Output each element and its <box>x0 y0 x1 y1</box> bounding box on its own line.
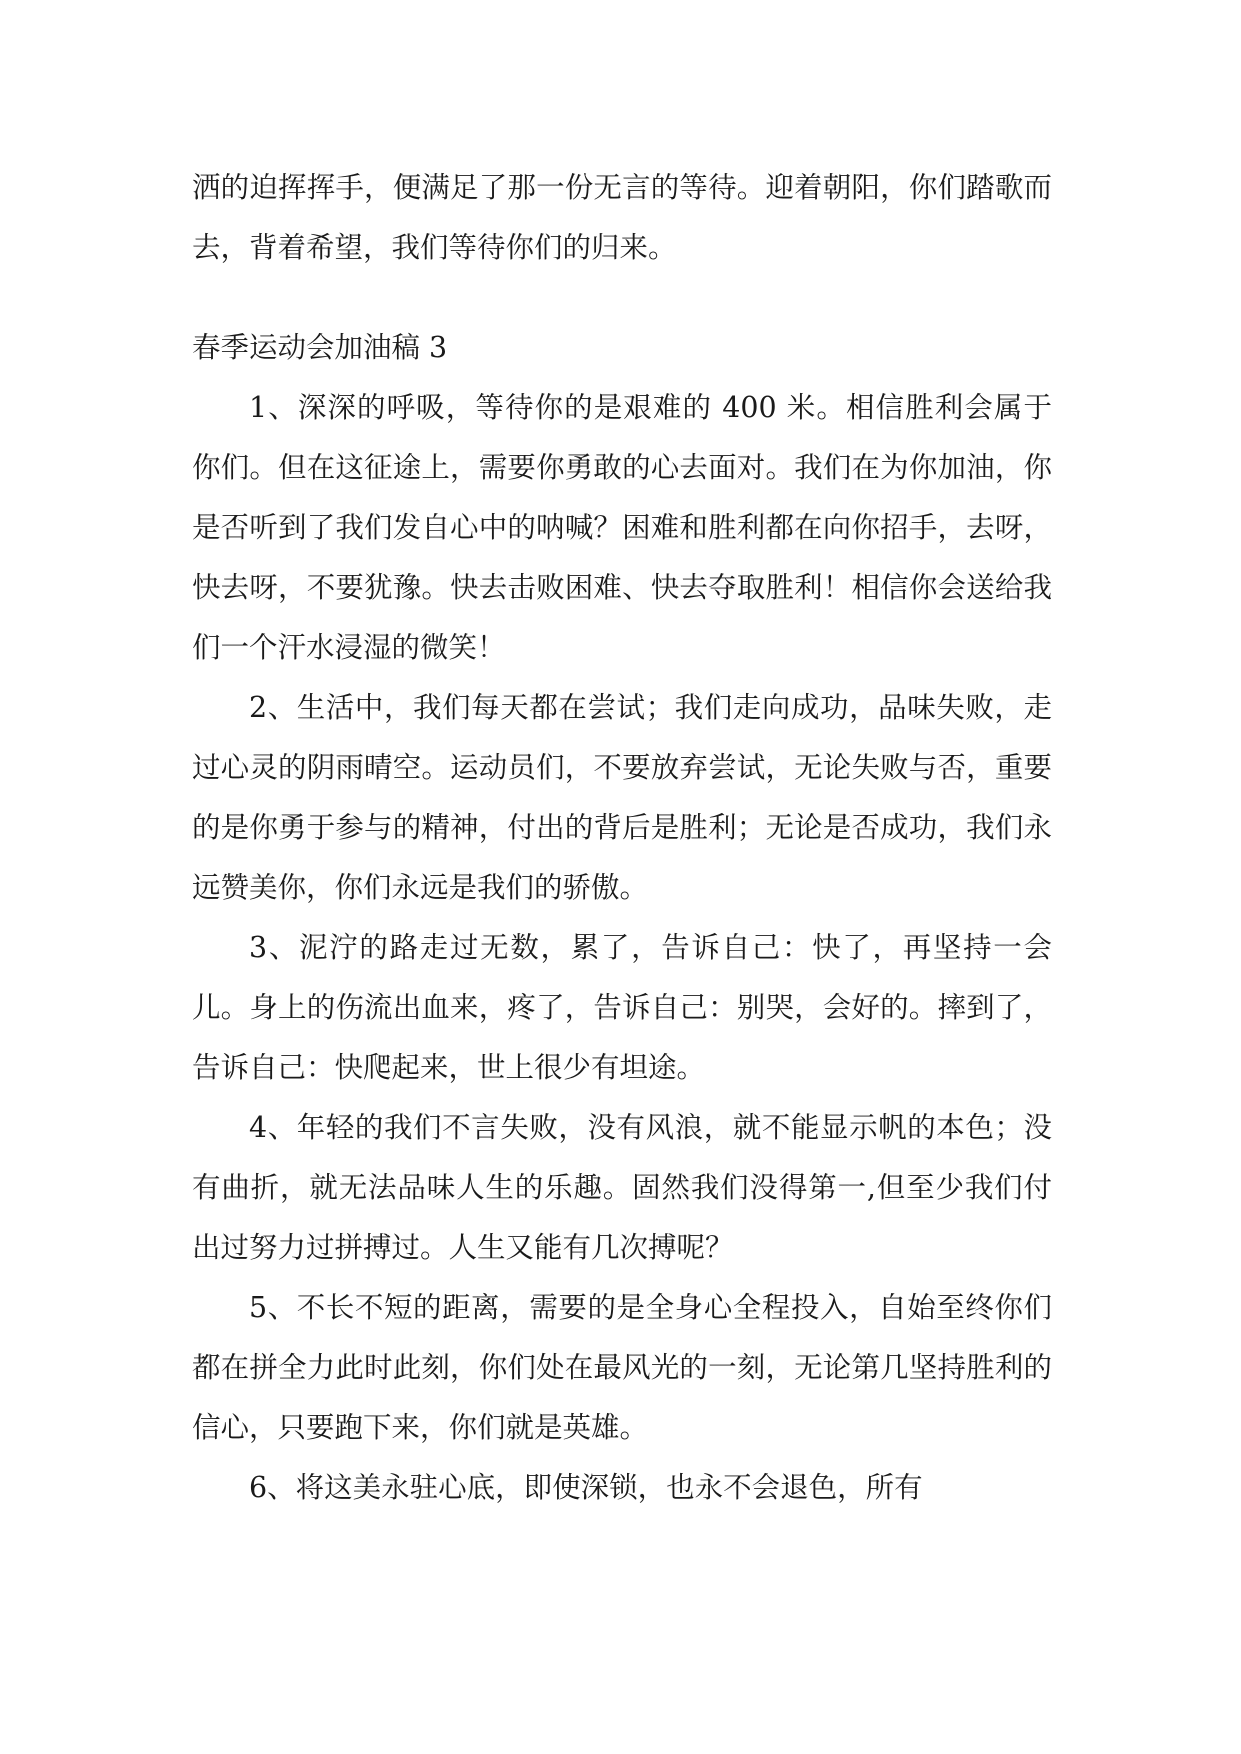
paragraph-3: 3、泥泞的路走过无数，累了，告诉自己：快了，再坚持一会儿。身上的伤流出血来，疼了，告诉自己：别哭，会好的。摔到了，告诉自己：快爬起来，世上很少有坦途。 <box>192 931 1052 1084</box>
paragraph-6: 6、将这美永驻心底，即使深锁，也永不会退色，所有 <box>249 1471 923 1504</box>
paragraph-1: 1、深深的呼吸，等待你的是艰难的 400 米。相信胜利会属于你们。但在这征途上，需要你勇敢的心去面对。我们在为你加油，你是否听到了我们发自心中的呐喊？困难和胜利都在向你招手，去呀，快去呀，不要犹豫。快去击败困难、快去夺取胜利！相信你会送给我们一个汗水浸湿的微笑！ <box>192 391 1052 664</box>
section-title: 春季运动会加油稿 3 <box>192 331 448 364</box>
paragraph-2: 2、生活中，我们每天都在尝试；我们走向成功，品味失败，走过心灵的阴雨晴空。运动员们，不要放弃尝试，无论失败与否，重要的是你勇于参与的精神，付出的背后是胜利；无论是否成功，我们永远赞美你，你们永远是我们的骄傲。 <box>192 691 1052 904</box>
paragraph-5: 5、不长不短的距离，需要的是全身心全程投入，自始至终你们都在拼全力此时此刻，你们处在最风光的一刻，无论第几坚持胜利的信心，只要跑下来，你们就是英雄。 <box>192 1291 1052 1444</box>
document-body <box>192 158 1052 1518</box>
paragraph-4: 4、年轻的我们不言失败，没有风浪，就不能显示帆的本色；没有曲折，就无法品味人生的乐趣。固然我们没得第一,但至少我们付出过努力过拼搏过。人生又能有几次搏呢？ <box>192 1111 1052 1264</box>
intro-paragraph: 洒的迫挥挥手，便满足了那一份无言的等待。迎着朝阳，你们踏歌而去，背着希望，我们等待你们的归来。 <box>192 171 1052 264</box>
